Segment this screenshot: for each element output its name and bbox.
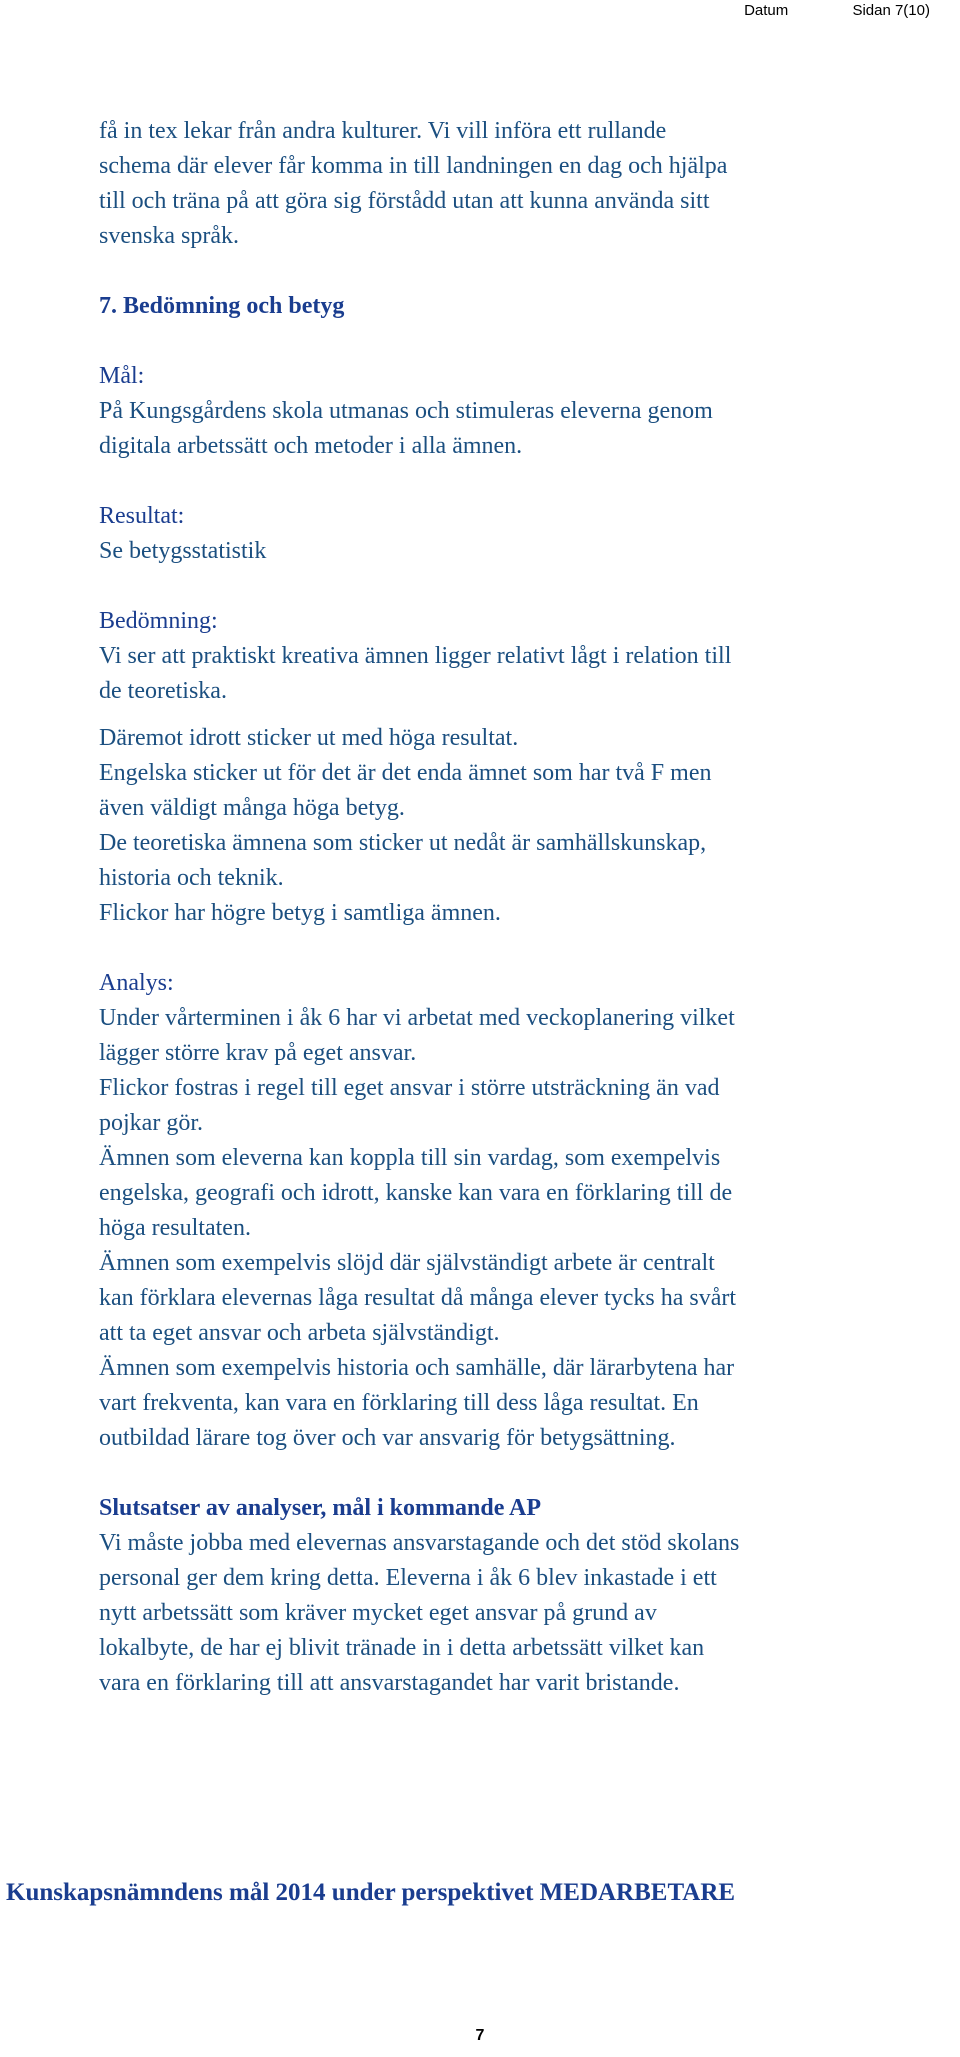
text-line: lägger större krav på eget ansvar. [99,1040,417,1066]
text-line: kan förklara elevernas låga resultat då många elever tycks ha svårt [99,1285,737,1311]
text-line: Däremot idrott sticker ut med höga resultat. [99,725,519,751]
text-line: De teoretiska ämnena som sticker ut nedåt är samhällskunskap, [99,830,707,856]
text-line: de teoretiska. [99,678,227,704]
text-line: höga resultaten. [99,1215,251,1241]
text-line: även väldigt många höga betyg. [99,795,405,821]
resultat-block [99,499,959,569]
text-line: nytt arbetssätt som kräver mycket eget ansvar på grund av [99,1600,657,1626]
resultat-text: Se betygsstatistik [99,538,267,564]
text-line: Ämnen som eleverna kan koppla till sin vardag, som exempelvis [99,1145,721,1171]
text-line: Under vårterminen i åk 6 har vi arbetat med veckoplanering vilket [99,1005,735,1031]
page-header [744,0,930,22]
text-line: vara en förklaring till att ansvarstagandet har varit bristande. [99,1670,680,1696]
text-line: Engelska sticker ut för det är det enda ämnet som har två F men [99,760,712,786]
resultat-label: Resultat: [99,503,185,529]
text-line: Ämnen som exempelvis slöjd där självständigt arbete är centralt [99,1250,715,1276]
page-number: 7 [475,2027,485,2044]
mal-label: Mål: [99,363,145,389]
mal-block [99,359,959,464]
text-line: Flickor har högre betyg i samtliga ämnen. [99,900,501,926]
bedomning-label: Bedömning: [99,608,218,634]
header-page-label: Sidan 7(10) [852,2,930,19]
text-line: personal ger dem kring detta. Eleverna i åk 6 blev inkastade i ett [99,1565,717,1591]
text-line: På Kungsgårdens skola utmanas och stimuleras eleverna genom [99,398,713,424]
slutsatser-heading: Slutsatser av analyser, mål i kommande AP [99,1495,542,1521]
text-line: Vi ser att praktiskt kreativa ämnen ligger relativt lågt i relation till [99,643,732,669]
text-line: Ämnen som exempelvis historia och samhälle, där lärarbytena har [99,1355,735,1381]
analys-block [99,966,959,1456]
text-line: digitala arbetssätt och metoder i alla ämnen. [99,433,523,459]
slutsatser-block [99,1491,959,1701]
text-line: till och träna på att göra sig förstådd utan att kunna använda sitt [99,188,710,214]
bottom-section-heading: Kunskapsnämndens mål 2014 under perspektivet MEDARBETARE [6,1879,736,1906]
bedomning-block [99,604,959,931]
text-line: få in tex lekar från andra kulturer. Vi vill införa ett rullande [99,118,667,144]
text-line: att ta eget ansvar och arbeta självständigt. [99,1320,500,1346]
intro-paragraph [99,114,959,254]
analys-label: Analys: [99,970,174,996]
text-line: outbildad lärare tog över och var ansvarig för betygsättning. [99,1425,676,1451]
text-line: engelska, geografi och idrott, kanske kan vara en förklaring till de [99,1180,733,1206]
text-line: Flickor fostras i regel till eget ansvar i större utsträckning än vad [99,1075,720,1101]
text-line: vart frekventa, kan vara en förklaring till dess låga resultat. En [99,1390,699,1416]
section-heading: 7. Bedömning och betyg [99,293,345,319]
header-date-label: Datum [744,2,789,19]
text-line: historia och teknik. [99,865,284,891]
text-line: schema där elever får komma in till landningen en dag och hjälpa [99,153,728,179]
text-line: svenska språk. [99,223,239,249]
text-line: pojkar gör. [99,1110,203,1136]
document-body [99,114,959,1701]
text-line: lokalbyte, de har ej blivit tränade in i detta arbetssätt vilket kan [99,1635,705,1661]
text-line: Vi måste jobba med elevernas ansvarstagande och det stöd skolans [99,1530,740,1556]
